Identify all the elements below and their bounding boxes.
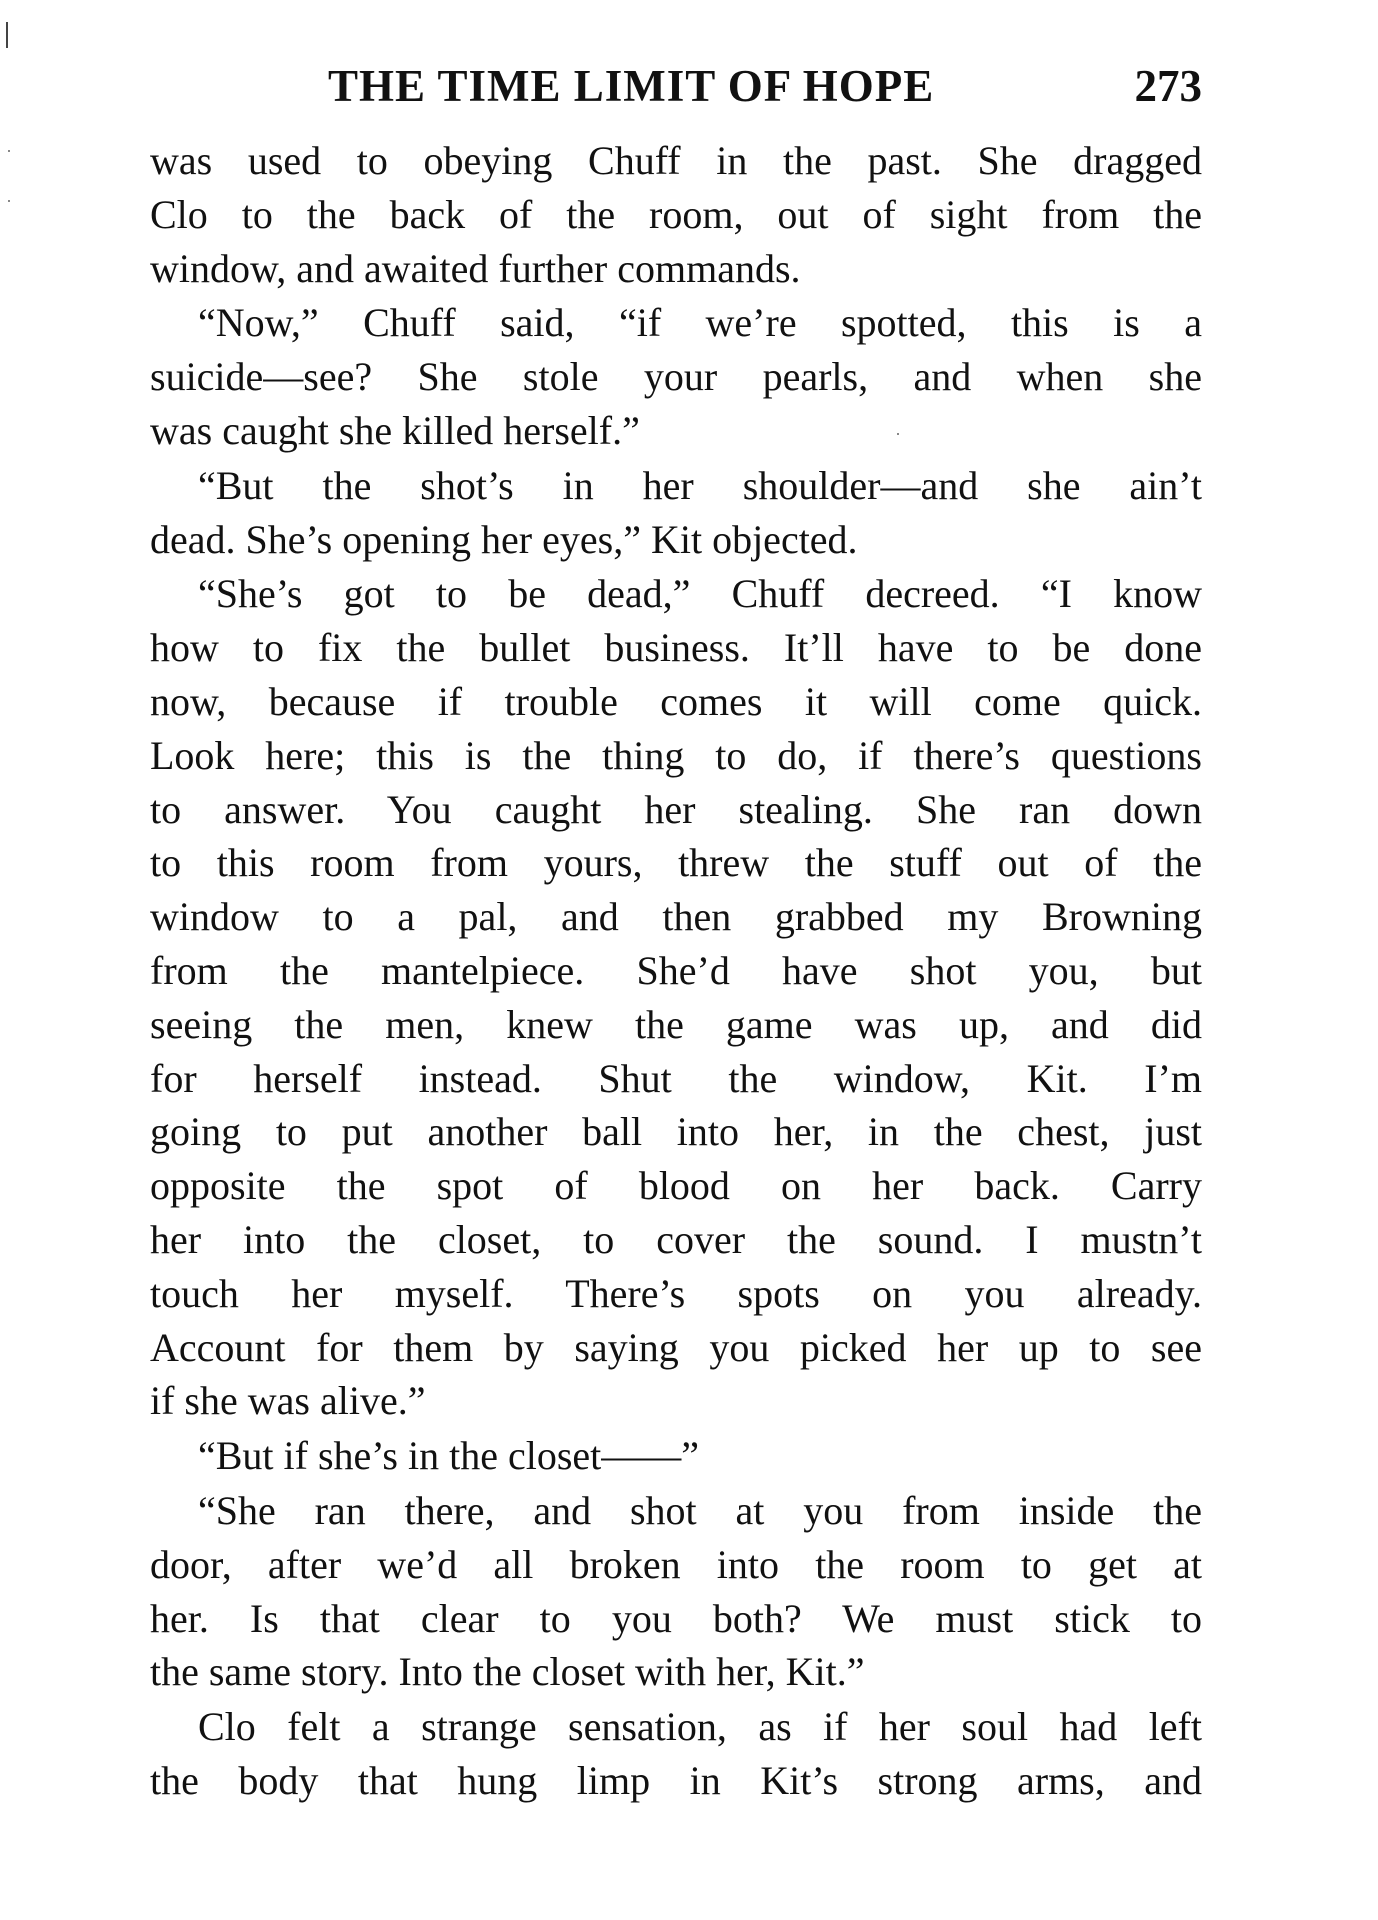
text-line: her. Is that clear to you both? We must stick to (150, 1595, 1202, 1641)
running-head (150, 56, 1202, 116)
text-line: the body that hung limp in Kit’s strong arms, and (150, 1757, 1202, 1803)
text-line: Clo to the back of the room, out of sight from the (150, 191, 1202, 237)
scan-speck (8, 200, 10, 202)
text-line: window, and awaited further commands. (150, 245, 801, 291)
text-line: Clo felt a strange sensation, as if her soul had left (198, 1704, 1202, 1750)
text-line: was caught she killed herself.” (150, 407, 640, 453)
text-line: Account for them by saying you picked her up to see (150, 1324, 1202, 1370)
text-line: opposite the spot of blood on her back. Carry (150, 1163, 1202, 1209)
text-line: door, after we’d all broken into the room to get at (150, 1541, 1202, 1587)
text-line: “But the shot’s in her shoulder—and she ain’t (198, 462, 1202, 508)
text-line: “She ran there, and shot at you from inside the (198, 1487, 1202, 1533)
text-line: the same story. Into the closet with her, Kit.” (150, 1649, 865, 1695)
page-number: 273 (1134, 61, 1202, 111)
text-line: her into the closet, to cover the sound. I mustn’t (150, 1216, 1202, 1262)
body-text (150, 134, 1202, 1808)
text-line: dead. She’s opening her eyes,” Kit objected. (150, 516, 858, 562)
text-line: Look here; this is the thing to do, if there’s questions (150, 732, 1202, 778)
scan-edge-mark (6, 22, 8, 48)
text-line: for herself instead. Shut the window, Kit. I’m (150, 1055, 1202, 1101)
scan-speck (8, 150, 10, 152)
text-line: if she was alive.” (150, 1378, 426, 1424)
text-line: how to fix the bullet business. It’ll have to be done (150, 625, 1202, 671)
text-line: suicide—see? She stole your pearls, and when she (150, 354, 1202, 400)
text-line: now, because if trouble comes it will come quick. (150, 678, 1202, 724)
text-line: touch her myself. There’s spots on you already. (150, 1270, 1202, 1316)
text-line: “She’s got to be dead,” Chuff decreed. “I know (198, 571, 1202, 617)
running-title: THE TIME LIMIT OF HOPE (328, 61, 935, 111)
text-line: window to a pal, and then grabbed my Browning (150, 894, 1202, 940)
text-line: going to put another ball into her, in the chest, just (150, 1109, 1202, 1155)
text-line: “But if she’s in the closet——” (198, 1433, 700, 1479)
text-line: seeing the men, knew the game was up, and did (150, 1001, 1202, 1047)
text-line: was used to obeying Chuff in the past. She dragged (150, 138, 1202, 183)
text-line: “Now,” Chuff said, “if we’re spotted, this is a (198, 300, 1202, 346)
text-line: to this room from yours, threw the stuff out of the (150, 840, 1202, 886)
text-line: from the mantelpiece. She’d have shot you, but (150, 947, 1202, 993)
text-line: to answer. You caught her stealing. She ran down (150, 786, 1202, 832)
